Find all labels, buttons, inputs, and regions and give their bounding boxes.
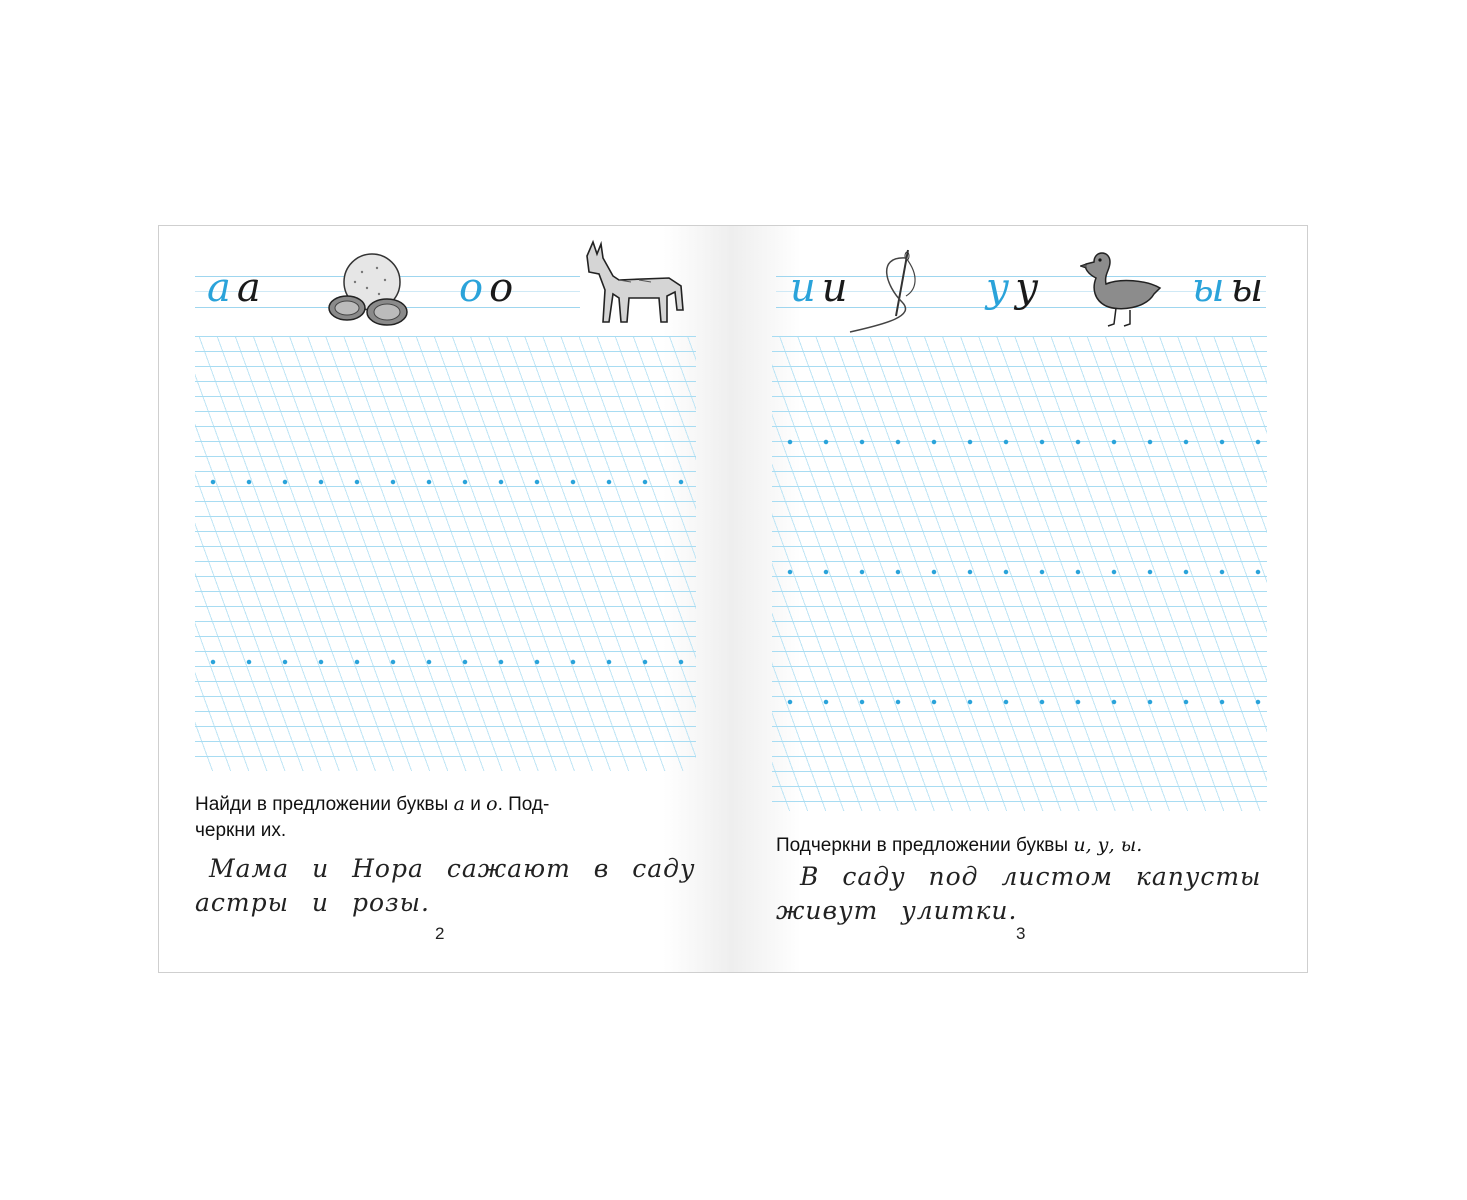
handwritten-sentence: [195, 852, 715, 920]
header-letter-pair-i: [790, 265, 848, 311]
header-letter-blue: a: [207, 265, 231, 311]
instruction-letter: а: [453, 793, 465, 815]
page-number: 3: [1016, 924, 1026, 943]
dot-row: [195, 659, 696, 665]
orange-illustration: [327, 250, 417, 330]
header-letter-blue: ы: [1192, 265, 1225, 311]
header-letter-blue: у: [986, 265, 1010, 311]
header-letter-blue: o: [459, 265, 484, 311]
instruction-part: черкни их.: [195, 820, 287, 841]
right-page: [732, 225, 1308, 973]
sentence-line: В саду под листом капусты: [800, 862, 1262, 891]
sentence-line: Мама и Нора сажают в саду: [209, 854, 696, 883]
header-letter-black: o: [489, 265, 514, 311]
instruction-part: . Под-: [497, 794, 550, 815]
instruction-letter: о: [486, 793, 498, 815]
handwritten-sentence: [776, 860, 1296, 928]
header-letter-black: и: [821, 265, 848, 311]
dot-row: [772, 569, 1267, 575]
header-letter-pair-o: [459, 265, 514, 311]
instruction-text: [195, 791, 705, 844]
needle-thread-illustration: [846, 246, 946, 334]
sentence-line: живут улитки.: [776, 896, 1018, 925]
duck-illustration: [1080, 248, 1164, 328]
instruction-text: [776, 832, 1286, 859]
dot-row: [195, 479, 696, 485]
practice-grid: [772, 336, 1267, 811]
header-letter-black: a: [236, 265, 261, 311]
practice-grid: [195, 336, 696, 771]
instruction-part: Подчеркни в предложении буквы: [776, 835, 1069, 856]
instruction-part: Найди в предложении буквы: [195, 794, 449, 815]
header-letter-black: у: [1015, 265, 1039, 311]
instruction-part: и: [470, 794, 481, 815]
sentence-line: астры и розы.: [195, 888, 430, 917]
header-letter-pair-y: [1192, 265, 1264, 311]
header-letter-pair-a: [207, 265, 261, 311]
page-number: 2: [435, 924, 445, 943]
instruction-letters: и, у, ы.: [1073, 834, 1143, 856]
header-letter-blue: и: [790, 265, 816, 311]
left-page: [158, 225, 732, 973]
dot-row: [772, 699, 1267, 705]
donkey-illustration: [579, 236, 691, 328]
header-letter-black: ы: [1230, 265, 1264, 311]
dot-row: [772, 439, 1267, 445]
header-letter-pair-u: [986, 265, 1039, 311]
